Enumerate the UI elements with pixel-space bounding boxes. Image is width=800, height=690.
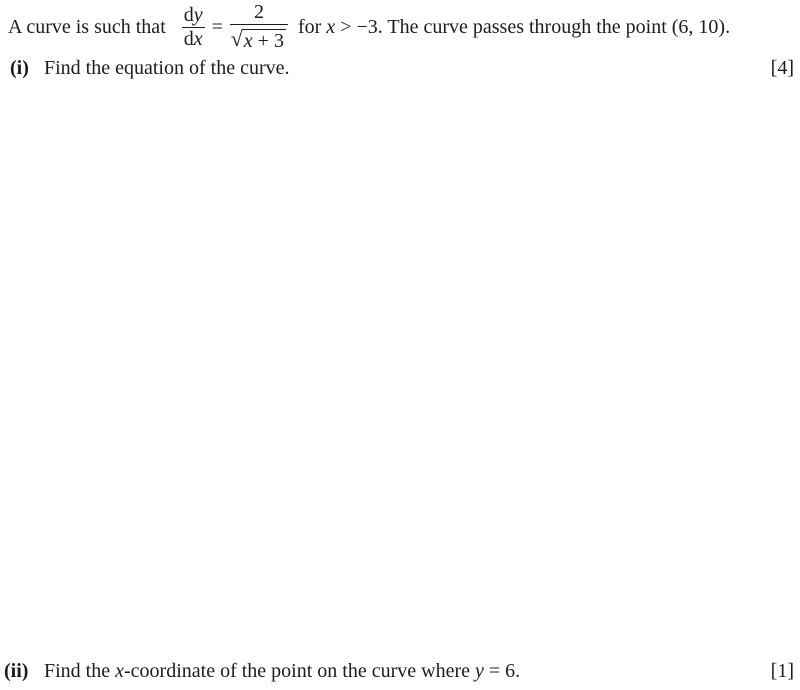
radicand-rest: + 3 [252, 29, 284, 52]
variable-y: y [193, 3, 203, 26]
part-ii-text-4: = 6. [483, 660, 521, 682]
derivative-numerator [182, 5, 205, 26]
variable-x: x [115, 660, 125, 682]
derivative-fraction [182, 5, 205, 50]
statement-prefix: A curve is such that [8, 16, 166, 39]
radicand [242, 29, 286, 53]
part-ii-row [0, 659, 794, 683]
rhs-denominator [230, 26, 288, 53]
condition-rest: > −3. [335, 16, 388, 39]
equals-sign: = [211, 16, 223, 39]
variable-x: x [193, 27, 203, 50]
rhs-fraction [230, 2, 288, 53]
roman-d: d [183, 3, 194, 26]
variable-x: x [243, 29, 253, 52]
rhs-numerator: 2 [253, 1, 264, 23]
derivative-denominator [182, 29, 205, 50]
radical-sign: √ [230, 26, 243, 51]
part-i-label: (i) [10, 57, 29, 79]
part-ii-text-0: Find the [44, 660, 116, 682]
part-ii-marks: [1] [770, 660, 794, 682]
for-word: for [297, 16, 327, 39]
part-ii-text-2: -coordinate of the point on the curve where [124, 660, 475, 682]
question-statement [8, 2, 796, 53]
part-ii-label: (ii) [4, 660, 29, 682]
part-i-marks: [4] [770, 57, 794, 79]
variable-y: y [475, 660, 484, 682]
part-i-text: Find the equation of the curve. [44, 57, 290, 79]
statement-suffix: The curve passes through the point (6, 10). [387, 16, 731, 39]
part-i-row [0, 56, 794, 80]
fraction-bar [230, 24, 288, 25]
roman-d: d [183, 27, 194, 50]
condition-text [298, 15, 730, 39]
variable-x: x [326, 16, 336, 39]
